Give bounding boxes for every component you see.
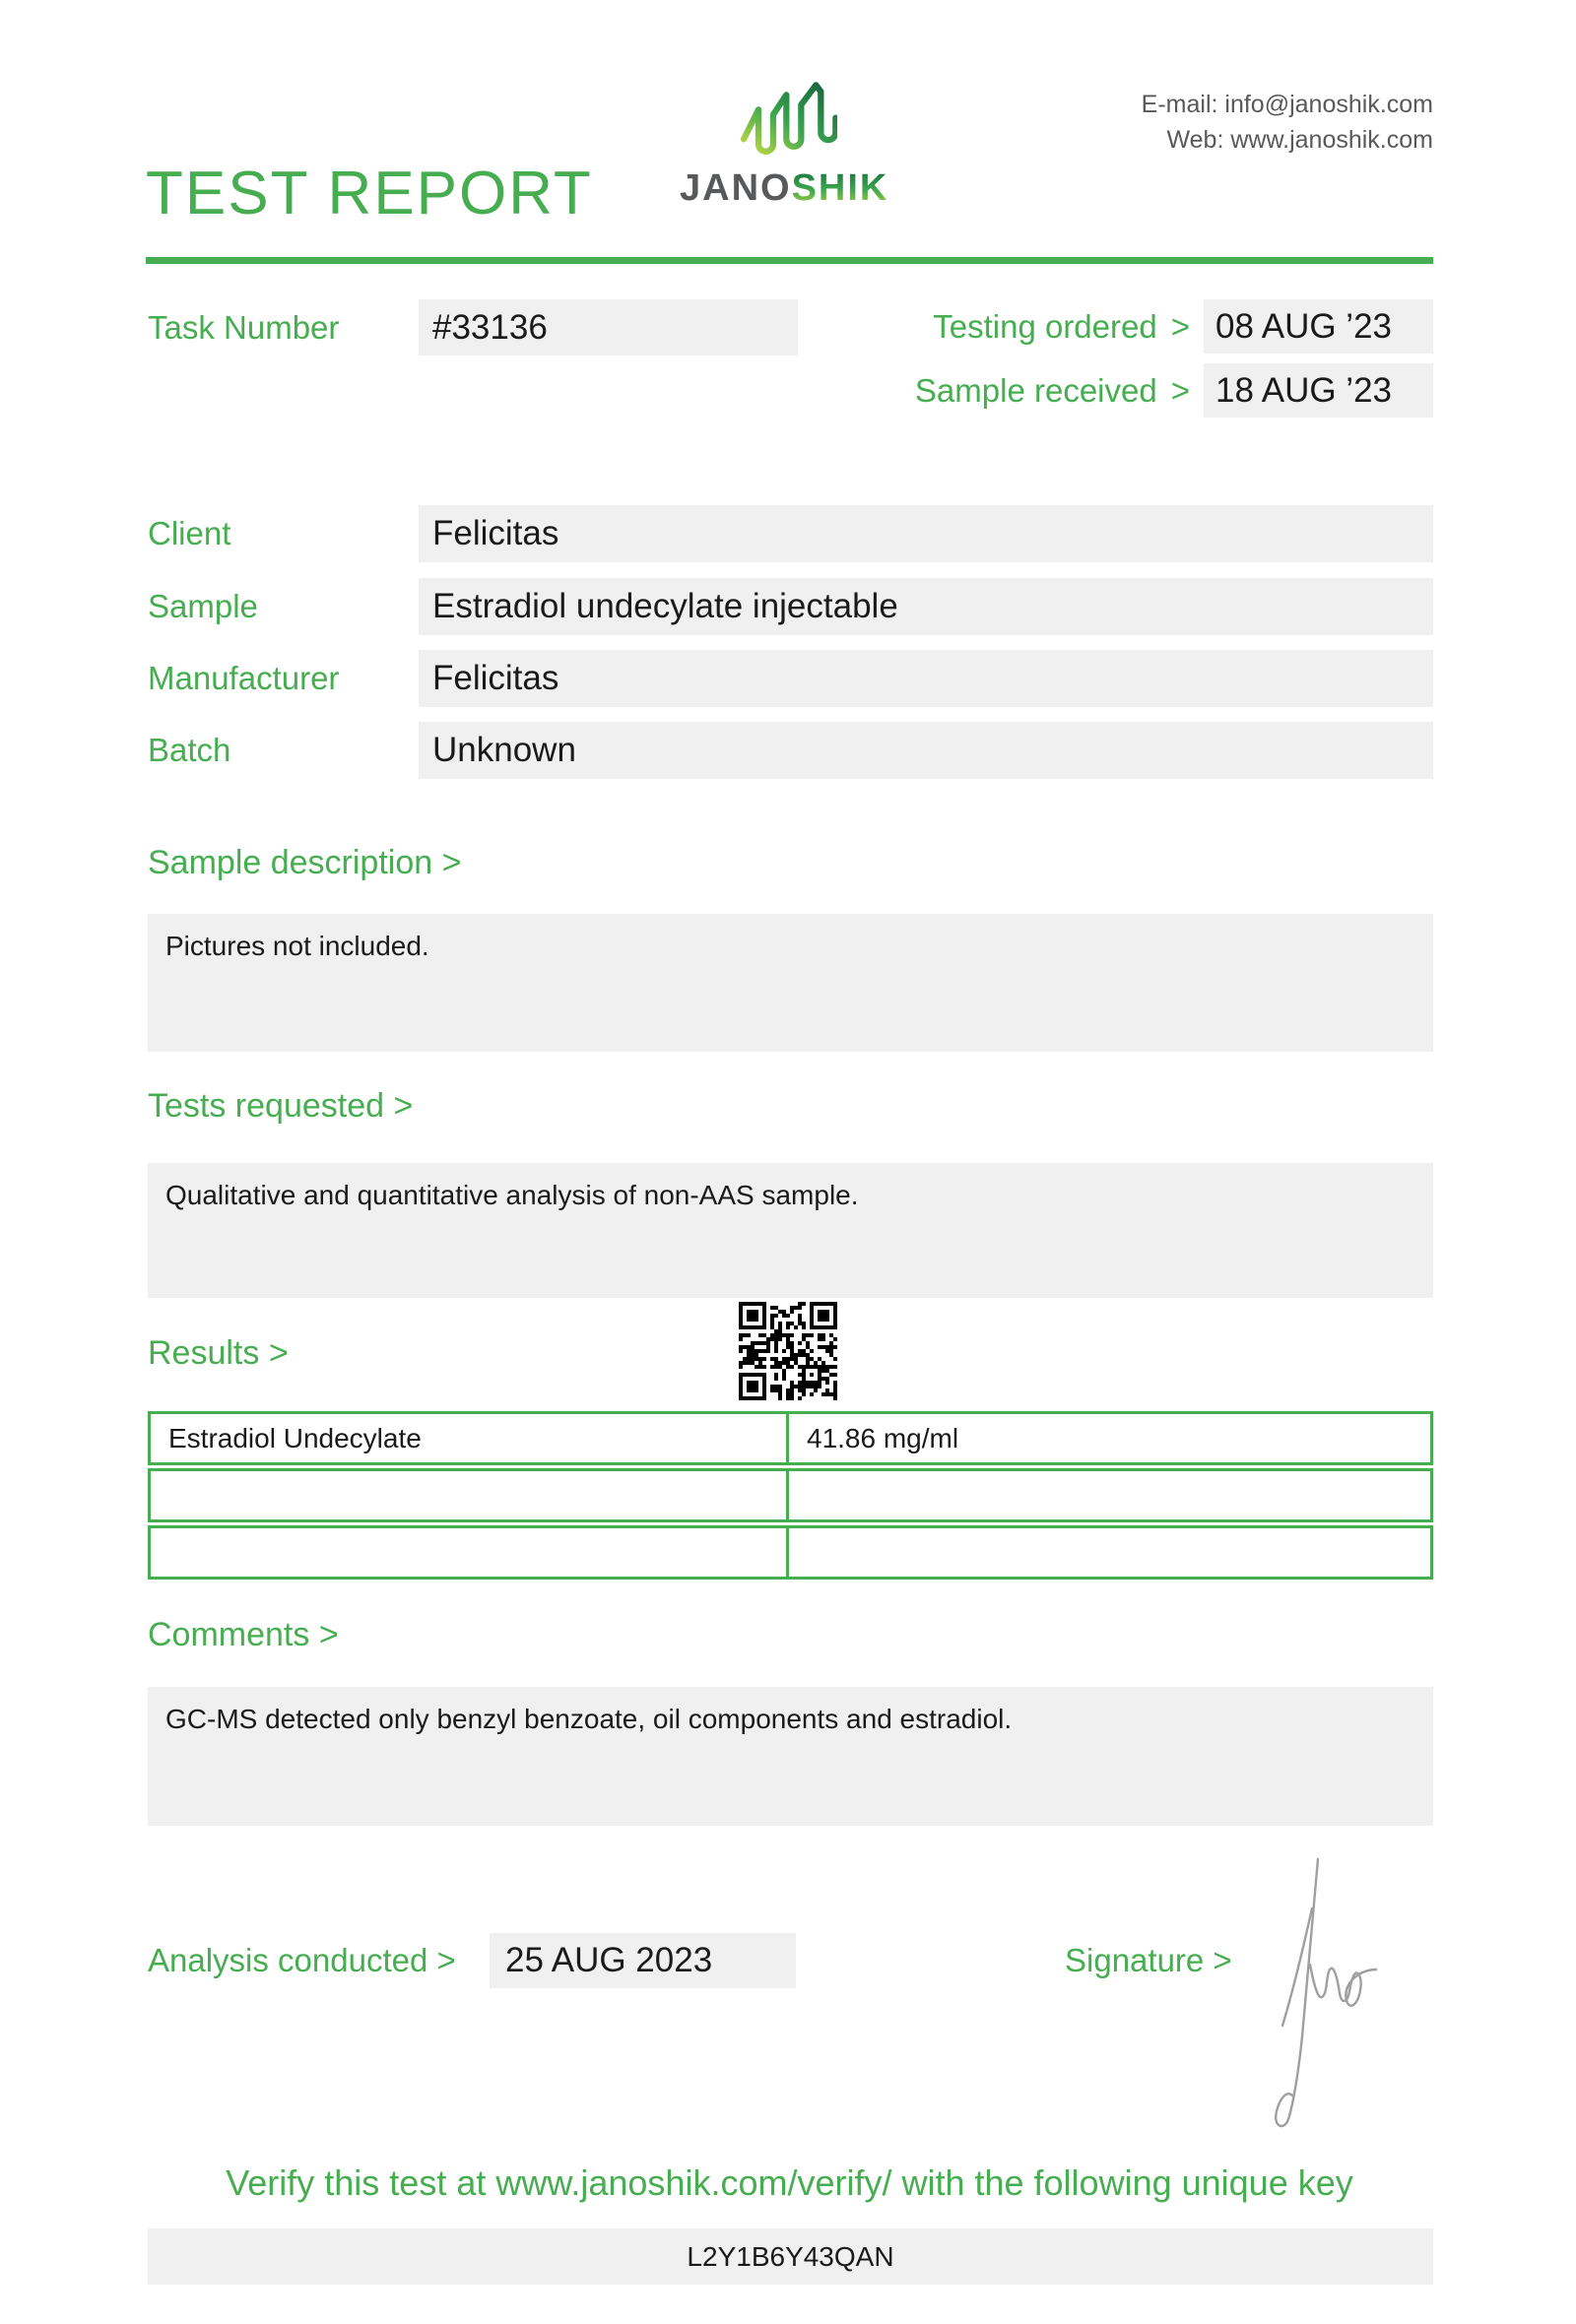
task-number-box	[419, 299, 798, 355]
task-number-value: #33136	[432, 308, 548, 347]
web-line	[1142, 122, 1433, 158]
comments-text: GC-MS detected only benzyl benzoate, oil components and estradiol.	[165, 1704, 1013, 1734]
sample-description-box	[148, 914, 1433, 1052]
verify-key-box	[148, 2228, 1433, 2285]
task-number-label: Task Number	[148, 309, 340, 346]
handwritten-signature	[1269, 1849, 1387, 2135]
sample-box	[419, 578, 1433, 635]
sample-description-heading: Sample description >	[148, 844, 462, 881]
email-value: info@janoshik.com	[1224, 91, 1433, 118]
results-value-cell	[789, 1468, 1433, 1522]
sample-received-row	[882, 363, 1433, 418]
analysis-conducted-box	[490, 1933, 796, 1988]
tests-requested-text: Qualitative and quantitative analysis of non-AAS sample.	[165, 1180, 859, 1210]
email-line	[1142, 87, 1433, 122]
results-analyte-cell: Estradiol Undecylate	[148, 1411, 789, 1465]
analysis-conducted-label: Analysis conducted >	[148, 1942, 456, 1978]
manufacturer-label: Manufacturer	[148, 660, 340, 696]
testing-ordered-box	[1204, 299, 1433, 354]
brand-shik: SHIK	[791, 167, 889, 209]
testing-ordered-label: Testing ordered	[933, 307, 1157, 345]
sample-description-text: Pictures not included.	[165, 931, 429, 961]
chevron-right-icon: >	[1170, 307, 1190, 345]
batch-value: Unknown	[432, 731, 576, 769]
manufacturer-value: Felicitas	[432, 659, 559, 697]
manufacturer-row	[148, 650, 1433, 707]
manufacturer-box	[419, 650, 1433, 707]
client-value: Felicitas	[432, 514, 559, 552]
analysis-conducted-value: 25 AUG 2023	[505, 1941, 713, 1979]
batch-row	[148, 722, 1433, 779]
brand-jano: JANO	[680, 167, 792, 209]
table-row	[148, 1525, 1433, 1580]
client-box	[419, 505, 1433, 562]
email-label: E-mail:	[1141, 91, 1218, 118]
janoshik-chart-logo-icon	[739, 79, 837, 163]
verify-key-value: L2Y1B6Y43QAN	[687, 2241, 894, 2272]
web-value: www.janoshik.com	[1230, 126, 1433, 154]
results-analyte-cell	[148, 1468, 789, 1522]
sample-row	[148, 578, 1433, 635]
brand-wordmark	[680, 169, 906, 207]
results-value-cell: 41.86 mg/ml	[789, 1411, 1433, 1465]
verify-instruction: Verify this test at www.janoshik.com/verify/ with the following unique key	[226, 2163, 1353, 2203]
qr-code	[737, 1300, 839, 1402]
results-value-cell	[789, 1525, 1433, 1580]
batch-label: Batch	[148, 732, 231, 768]
testing-ordered-row	[882, 299, 1433, 354]
table-row	[148, 1411, 1433, 1465]
contact-block	[1142, 87, 1433, 158]
table-row	[148, 1468, 1433, 1522]
sample-label: Sample	[148, 588, 258, 624]
results-heading: Results >	[148, 1334, 289, 1372]
batch-box	[419, 722, 1433, 779]
results-analyte-cell	[148, 1525, 789, 1580]
page-title: TEST REPORT	[146, 160, 593, 227]
signature-label: Signature >	[1065, 1942, 1232, 1978]
comments-box	[148, 1687, 1433, 1826]
testing-ordered-value: 08 AUG ’23	[1215, 307, 1392, 346]
tests-requested-box	[148, 1163, 1433, 1298]
sample-received-label: Sample received	[914, 371, 1157, 409]
tests-requested-heading: Tests requested >	[148, 1087, 414, 1125]
header-divider	[146, 257, 1433, 264]
results-table	[148, 1411, 1433, 1582]
sample-received-value: 18 AUG ’23	[1215, 371, 1392, 410]
client-label: Client	[148, 515, 231, 551]
client-row	[148, 505, 1433, 562]
web-label: Web:	[1166, 126, 1224, 154]
comments-heading: Comments >	[148, 1616, 339, 1653]
sample-received-box	[1204, 363, 1433, 418]
chevron-right-icon: >	[1170, 371, 1190, 409]
sample-value: Estradiol undecylate injectable	[432, 587, 898, 625]
